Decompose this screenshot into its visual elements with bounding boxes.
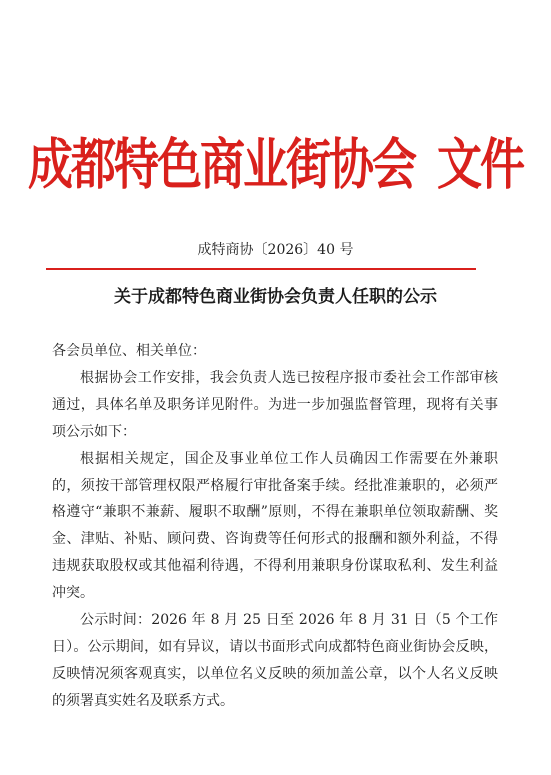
salutation: 各会员单位、相关单位： (52, 343, 206, 359)
body-paragraph-3: 公示时间：2026 年 8 月 25 日至 2026 年 8 月 31 日（5 个工作日）。公示期间，如有异议，请以书面形式向成都特色商业街协会反映，反映情况须客观真实，以单位名义反映的须加盖公章，以个人名义反映的须署真实姓名及联系方式。 (52, 612, 498, 709)
masthead-doc-type: 文件 (437, 132, 524, 197)
document-masthead (0, 126, 551, 204)
red-divider-line (46, 268, 476, 270)
document-title: 关于成都特色商业街协会负责人任职的公示 (114, 287, 437, 307)
masthead-org-name: 成都特色商业街协会 (27, 132, 415, 197)
document-body (52, 338, 498, 715)
document-number: 成特商协〔2026〕40 号 (197, 242, 354, 258)
body-paragraph-2: 根据相关规定，国企及事业单位工作人员确因工作需要在外兼职的，须按干部管理权限严格履行审批备案手续。经批准兼职的，必须严格遵守“兼职不兼薪、履职不取酬”原则，不得在兼职单位领取薪酬、奖金、津贴、补贴、顾问费、咨询费等任何形式的报酬和额外利益，不得违规获取股权或其他福利待遇，不得利用兼职身份谋取私利、发生利益冲突。 (52, 450, 498, 602)
body-paragraph-1: 根据协会工作安排，我会负责人选已按程序报市委社会工作部审核通过，具体名单及职务详见附件。为进一步加强监督管理，现将有关事项公示如下： (52, 369, 498, 440)
